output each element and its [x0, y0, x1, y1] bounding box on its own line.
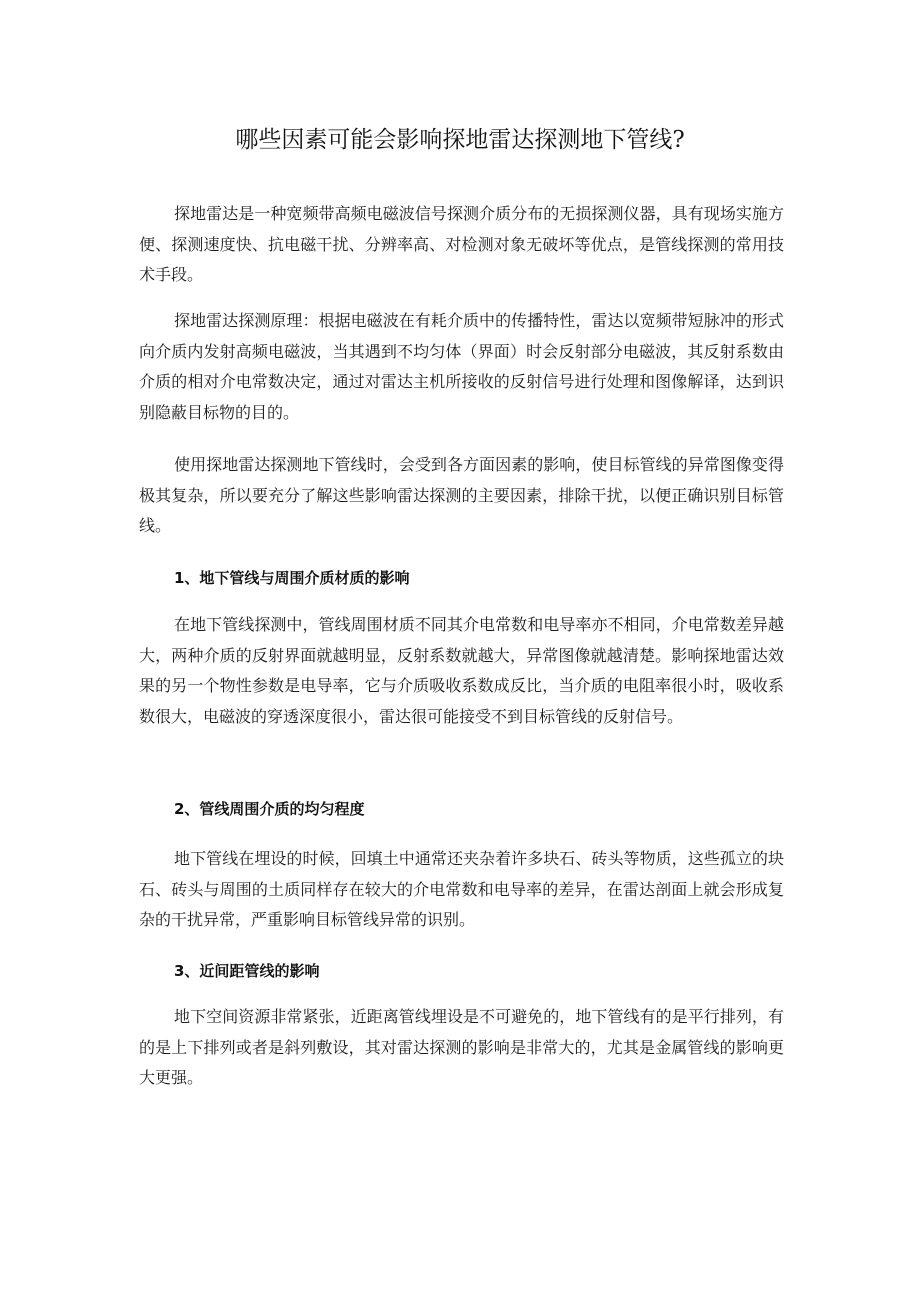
document-title: 哪些因素可能会影响探地雷达探测地下管线? [235, 127, 685, 153]
intro-paragraph-3: 使用探地雷达探测地下管线时，会受到各方面因素的影响，使目标管线的异常图像变得极其复杂，所以要充分了解这些影响雷达探测的主要因素，排除干扰，以便正确识别目标管线。 [139, 455, 784, 535]
section-heading-1: 1、地下管线与周围介质材质的影响 [174, 569, 410, 587]
section-paragraph-1: 在地下管线探测中，管线周围材质不同其介电常数和电导率亦不相同，介电常数差异越大，两种介质的反射界面就越明显，反射系数就越大，异常图像就越清楚。影响探地雷达效果的另一个物性参数是电导率，它与介质吸收系数成反比，当介质的电阻率很小时，吸收系数很大，电磁波的穿透深度很小，雷达很可能接受不到目标管线的反射信号。 [139, 615, 784, 726]
intro-paragraph-1: 探地雷达是一种宽频带高频电磁波信号探测介质分布的无损探测仪器，具有现场实施方便、探测速度快、抗电磁干扰、分辨率高、对检测对象无破坏等优点，是管线探测的常用技术手段。 [139, 204, 784, 284]
intro-paragraph-2: 探地雷达探测原理：根据电磁波在有耗介质中的传播特性，雷达以宽频带短脉冲的形式向介质内发射高频电磁波，当其遇到不均匀体（界面）时会反射部分电磁波，其反射系数由介质的相对介电常数决定，通过对雷达主机所接收的反射信号进行处理和图像解译，达到识别隐蔽目标物的目的。 [139, 311, 784, 422]
section-heading-2: 2、管线周围介质的均匀程度 [174, 800, 365, 818]
section-paragraph-3: 地下空间资源非常紧张，近距离管线埋设是不可避免的，地下管线有的是平行排列，有的是上下排列或者是斜列敷设，其对雷达探测的影响是非常大的，尤其是金属管线的影响更大更强。 [139, 1007, 784, 1087]
section-heading-3: 3、近间距管线的影响 [174, 962, 320, 980]
section-paragraph-2: 地下管线在埋设的时候，回填土中通常还夹杂着许多块石、砖头等物质，这些孤立的块石、砖头与周围的土质同样存在较大的介电常数和电导率的差异，在雷达剖面上就会形成复杂的干扰异常，严重影响目标管线异常的识别。 [139, 849, 784, 929]
